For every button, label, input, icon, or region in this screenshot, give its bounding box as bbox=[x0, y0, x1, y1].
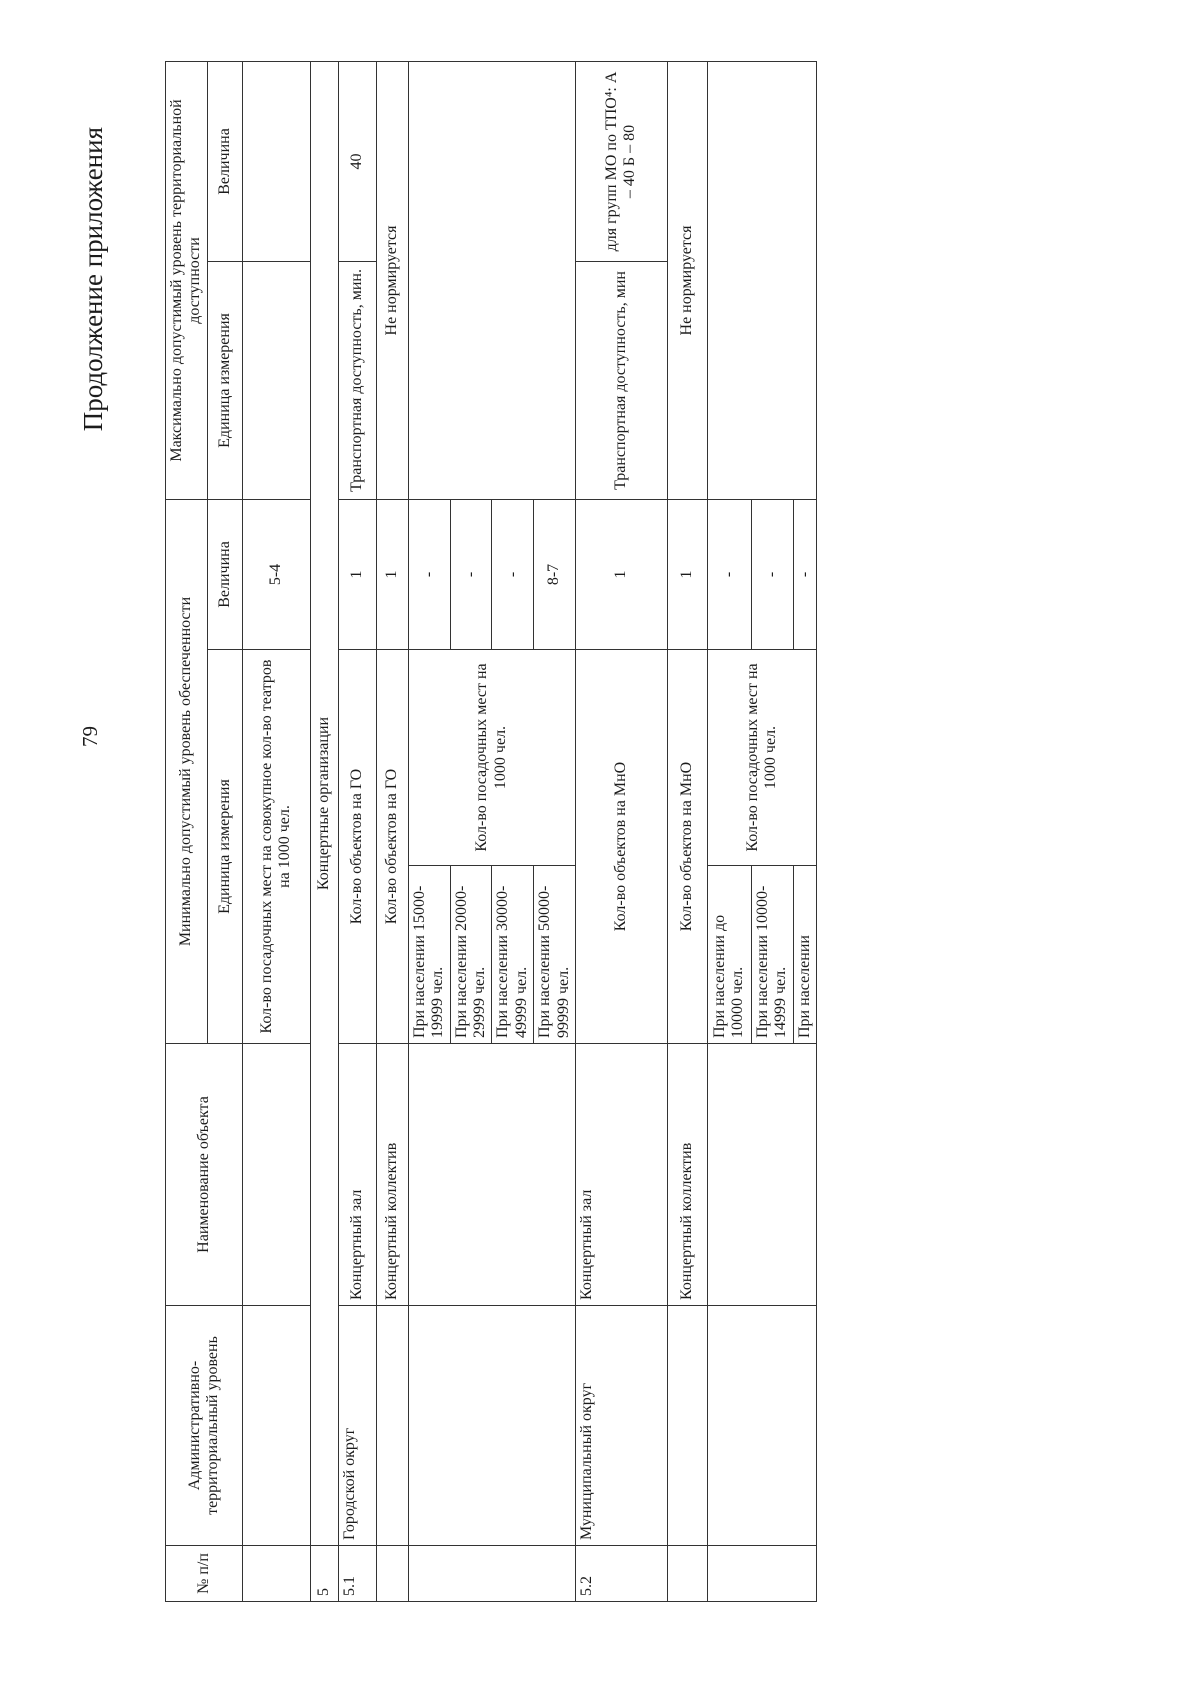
header-value: Величина bbox=[207, 499, 242, 649]
page-number: 79 bbox=[78, 726, 102, 747]
row-5-1-hall-value: 1 bbox=[338, 499, 376, 649]
row-5-2-pop-label: При населении до 10000 чел. bbox=[707, 866, 751, 1044]
header-max-value: Величина bbox=[207, 61, 242, 261]
row-5-2-collective-value: 1 bbox=[667, 499, 707, 649]
row-5-1-pop-label: При населении 20000-29999 чел. bbox=[450, 866, 492, 1044]
row-5-2-collective-access: Не нормируется bbox=[667, 61, 707, 499]
row-5-1-collective-name: Концертный коллектив bbox=[376, 1044, 408, 1306]
row-5-1-hall-unit: Кол-во объектов на ГО bbox=[338, 650, 376, 1044]
row-5-2-pop-value: - bbox=[793, 499, 816, 649]
row-5-1-pop-value: - bbox=[450, 499, 492, 649]
row-5-2-hall-unit: Кол-во объектов на МнО bbox=[575, 650, 667, 1044]
header-max-unit: Единица измерения bbox=[207, 261, 242, 499]
header-row-1 bbox=[166, 61, 208, 1601]
row-5-2-pop-0 bbox=[707, 61, 751, 1601]
page-header bbox=[78, 117, 118, 1517]
row-5-2-collective-name: Концертный коллектив bbox=[667, 1044, 707, 1306]
prev-row bbox=[242, 61, 310, 1601]
row-5-2-pop-label: При населении 10000-14999 чел. bbox=[751, 866, 793, 1044]
prev-unit: Кол-во посадочных мест на совокупное кол-во театров на 1000 чел. bbox=[242, 650, 310, 1044]
row-5-1-collective-value: 1 bbox=[376, 499, 408, 649]
header-level: Административно-территориальный уровень bbox=[166, 1306, 243, 1546]
continuation-title: Продолжение приложения bbox=[78, 127, 108, 432]
header-max-group: Максимально допустимый уровень территориальной доступности bbox=[166, 61, 208, 499]
row-5-1-collective bbox=[376, 61, 408, 1601]
row-5-1-pop-label: При населении 30000-49999 чел. bbox=[492, 866, 534, 1044]
header-name: Наименование объекта bbox=[166, 1044, 243, 1306]
row-5-2-pop-value: - bbox=[707, 499, 751, 649]
row-5-2-seats-label: Кол-во посадочных мест на 1000 чел. bbox=[707, 650, 816, 866]
section-title: Концертные организации bbox=[310, 61, 338, 1545]
row-5-2-num: 5.2 bbox=[575, 1546, 667, 1602]
norms-table bbox=[165, 61, 817, 1602]
header-min-group: Минимально допустимый уровень обеспеченности bbox=[166, 499, 208, 1043]
row-5-2-collective bbox=[667, 61, 707, 1601]
row-5-2-hall bbox=[575, 61, 667, 1601]
row-5-2-collective-unit: Кол-во объектов на МнО bbox=[667, 650, 707, 1044]
row-5-1-level: Городской округ bbox=[338, 1306, 376, 1546]
section-row bbox=[310, 61, 338, 1601]
header-num: № п/п bbox=[166, 1546, 243, 1602]
prev-value: 5-4 bbox=[242, 499, 310, 649]
header-unit: Единица измерения bbox=[207, 650, 242, 1044]
row-5-1-pop-value: - bbox=[408, 499, 450, 649]
row-5-1-pop-label: При населении 15000-19999 чел. bbox=[408, 866, 450, 1044]
row-5-2-pop-label: При населении bbox=[793, 866, 816, 1044]
row-5-1-pop-value: - bbox=[492, 499, 534, 649]
row-5-1-seats-label: Кол-во посадочных мест на 1000 чел. bbox=[408, 650, 575, 866]
row-5-2-hall-access-unit: Транспортная доступность, мин bbox=[575, 261, 667, 499]
row-5-2-level: Муниципальный округ bbox=[575, 1306, 667, 1546]
row-5-1-pop-0 bbox=[408, 61, 450, 1601]
section-num: 5 bbox=[310, 1546, 338, 1602]
row-5-1-pop-value: 8-7 bbox=[534, 499, 576, 649]
row-5-1-hall bbox=[338, 61, 376, 1601]
row-5-1-collective-unit: Кол-во объектов на ГО bbox=[376, 650, 408, 1044]
row-5-1-pop-label: При населении 50000-99999 чел. bbox=[534, 866, 576, 1044]
row-5-2-pop-value: - bbox=[751, 499, 793, 649]
row-5-1-hall-access-unit: Транспортная доступность, мин. bbox=[338, 261, 376, 499]
row-5-2-hall-access-value: для групп МО по ТПО⁴: А – 40 Б – 80 bbox=[575, 61, 667, 261]
row-5-1-hall-access-value: 40 bbox=[338, 61, 376, 261]
row-5-1-hall-name: Концертный зал bbox=[338, 1044, 376, 1306]
row-5-2-hall-value: 1 bbox=[575, 499, 667, 649]
row-5-2-hall-name: Концертный зал bbox=[575, 1044, 667, 1306]
row-5-1-collective-access: Не нормируется bbox=[376, 61, 408, 499]
row-5-1-num: 5.1 bbox=[338, 1546, 376, 1602]
